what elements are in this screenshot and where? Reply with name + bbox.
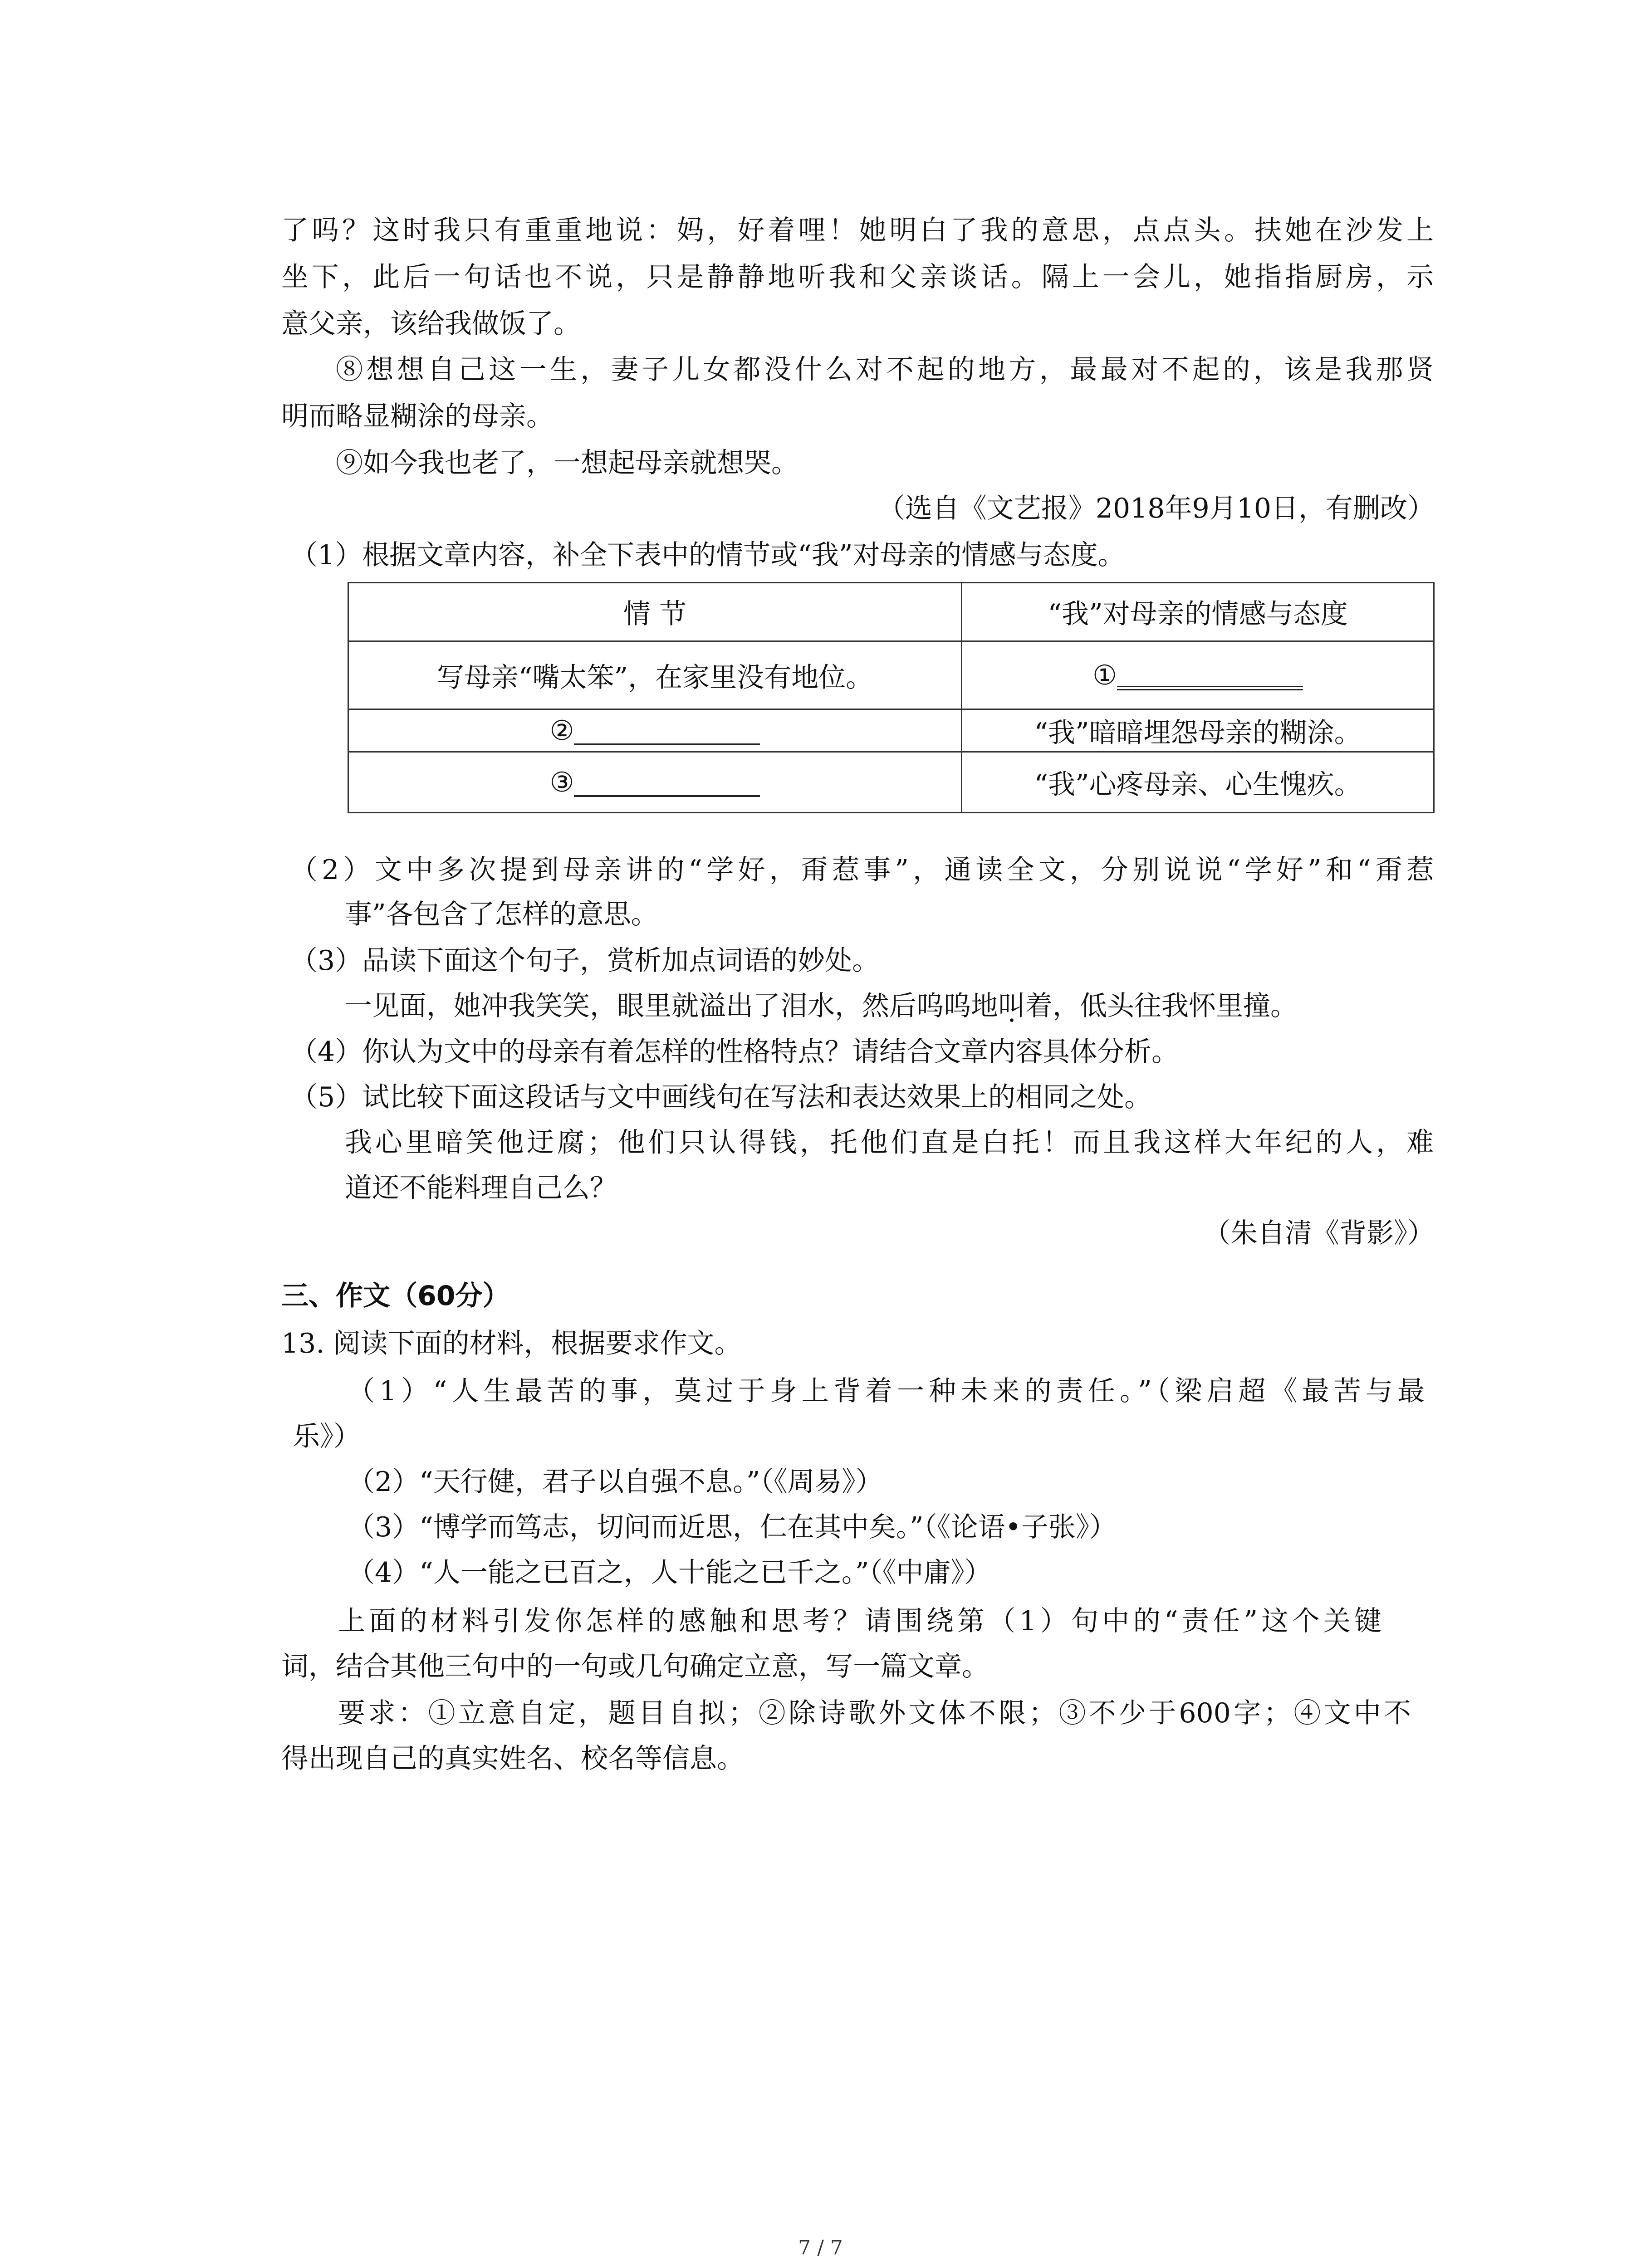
essay-prompt-line-1: 上面的材料引发你怎样的感触和思考？请围绕第（1）句中的“责任”这个关键 <box>338 1605 1381 1637</box>
answer-blank-2[interactable] <box>574 716 760 745</box>
question-13: 13. 阅读下面的材料，根据要求作文。 <box>281 1328 742 1359</box>
blank-marker: ② <box>549 714 574 747</box>
material-2: （2）“天行健，君子以自强不息。”（《周易》） <box>348 1466 883 1498</box>
material-4: （4）“人一能之已百之，人十能之已千之。”（《中庸》） <box>348 1557 992 1589</box>
q5-prompt: （5）试比较下面这段话与文中画线句在写法和表达效果上的相同之处。 <box>290 1081 1152 1113</box>
table-row-1-plot: 写母亲“嘴太笨”，在家里没有地位。 <box>436 661 873 694</box>
table-header-emotion: “我”对母亲的情感与态度 <box>1048 598 1348 630</box>
table-row-2-plot <box>349 710 961 751</box>
material-1-line-1: （1）“人生最苦的事，莫过于身上背着一种未来的责任。”（梁启超《最苦与最 <box>348 1375 1425 1407</box>
q5-quote-source: （朱自清《背影》） <box>1203 1217 1435 1249</box>
q3-dotted-word: 叫 <box>998 990 1025 1022</box>
q3-sentence-before: 一见面，她冲我笑笑，眼里就溢出了泪水，然后呜呜地 <box>345 990 998 1022</box>
essay-prompt-line-2: 词，结合其他三句中的一句或几句确定立意，写一篇文章。 <box>281 1651 989 1682</box>
material-3: （3）“博学而笃志，切问而近思，仁在其中矣。”（《论语•子张》） <box>348 1511 1117 1543</box>
q1-table <box>348 582 1435 813</box>
q3-prompt: （3）品读下面这个句子，赏析加点词语的妙处。 <box>290 945 880 977</box>
passage-line-3: 意父亲，该给我做饭了。 <box>281 308 581 340</box>
essay-requirements-line-1: 要求：①立意自定，题目自拟；②除诗歌外文体不限；③不少于600字；④文中不 <box>338 1697 1411 1729</box>
table-row-3-plot <box>349 753 961 812</box>
section-3-title: 三、作文（60分） <box>281 1280 510 1312</box>
table-header-plot: 情 节 <box>623 598 687 630</box>
q2-prompt-line-1: （2）文中多次提到母亲讲的“学好，甭惹事”，通读全文，分别说说“学好”和“甭惹 <box>290 854 1434 886</box>
q3-sentence-after: 着，低头往我怀里撞。 <box>1025 990 1298 1022</box>
page-number: 7 / 7 <box>798 2236 843 2259</box>
material-1-line-2: 乐》） <box>293 1421 361 1452</box>
blank-marker: ① <box>1092 659 1117 691</box>
passage-line-1: 了吗？这时我只有重重地说：妈，好着哩！她明白了我的意思，点点头。扶她在沙发上 <box>281 215 1434 246</box>
table-row-2-emotion: “我”暗暗埋怨母亲的糊涂。 <box>1034 717 1362 749</box>
q3-sentence <box>345 983 1434 1029</box>
q5-quote-line-2: 道还不能料理自己么？ <box>345 1172 617 1204</box>
table-row-1-emotion <box>962 642 1433 709</box>
table-row-3-emotion: “我”心疼母亲、心生愧疚。 <box>1034 768 1362 801</box>
answer-blank-1[interactable] <box>1117 660 1303 690</box>
q2-prompt-line-2: 事”各包含了怎样的意思。 <box>345 899 658 930</box>
passage-line-5: 明而略显糊涂的母亲。 <box>281 401 554 432</box>
passage-line-6: ⑨如今我也老了，一想起母亲就想哭。 <box>336 447 798 479</box>
answer-blank-3[interactable] <box>574 768 760 797</box>
essay-requirements-line-2: 得出现自己的真实姓名、校名等信息。 <box>281 1743 744 1774</box>
blank-marker: ③ <box>549 766 574 798</box>
passage-line-4: ⑧想想自己这一生，妻子儿女都没什么对不起的地方，最最对不起的，该是我那贤 <box>336 354 1434 386</box>
passage-source: （选自《文艺报》2018年9月10日，有删改） <box>877 493 1435 524</box>
q5-quote-line-1: 我心里暗笑他迂腐；他们只认得钱，托他们直是白托！而且我这样大年纪的人，难 <box>345 1127 1434 1158</box>
q1-prompt: （1）根据文章内容，补全下表中的情节或“我”对母亲的情感与态度。 <box>290 539 1125 571</box>
q4-prompt: （4）你认为文中的母亲有着怎样的性格特点？请结合文章内容具体分析。 <box>290 1036 1179 1068</box>
passage-line-2: 坐下，此后一句话也不说，只是静静地听我和父亲谈话。隔上一会儿，她指指厨房，示 <box>281 261 1434 293</box>
